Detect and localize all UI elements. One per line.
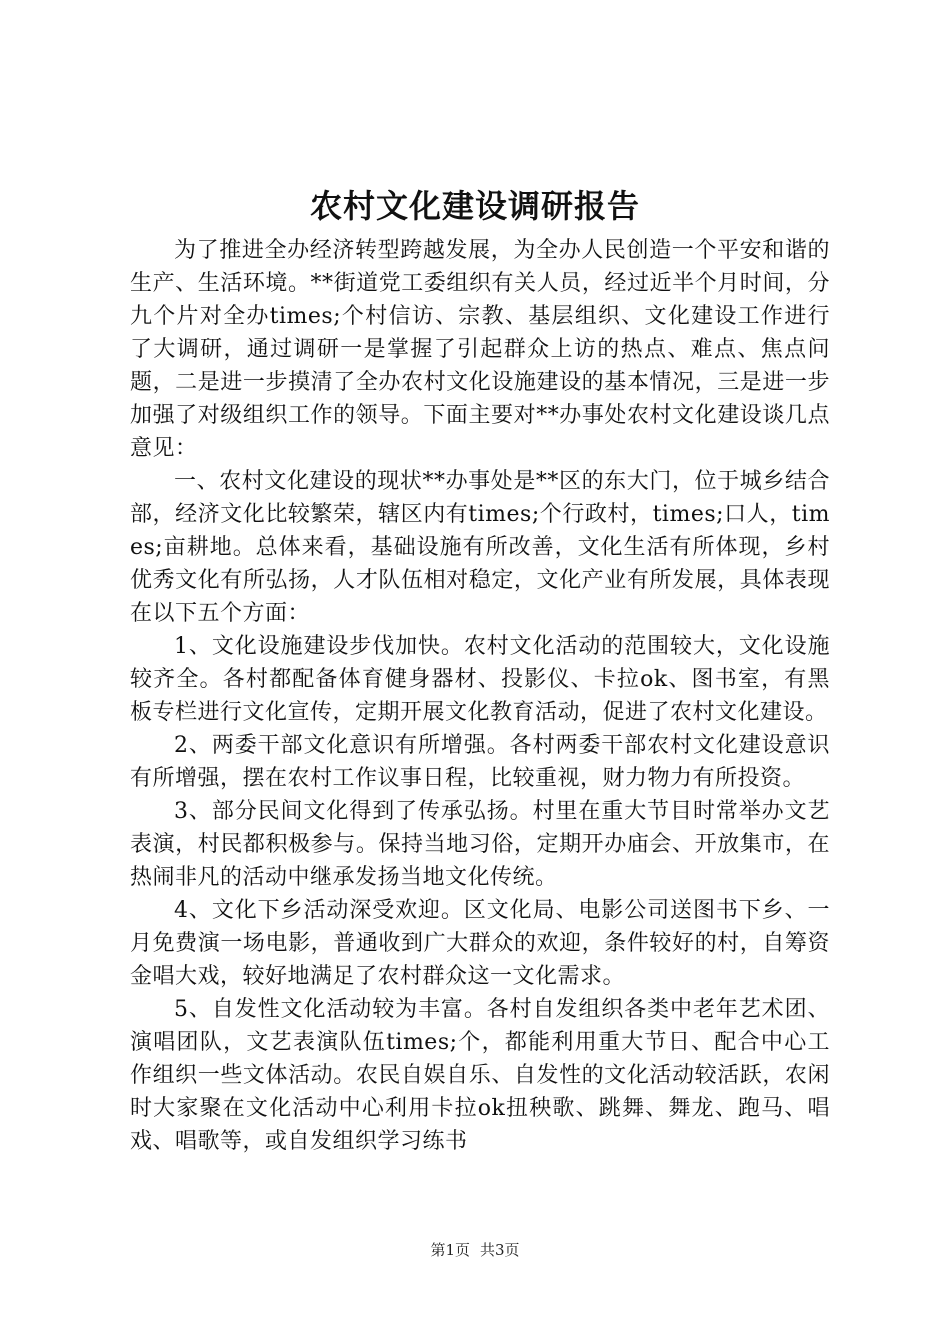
item-4-paragraph: 4、文化下乡活动深受欢迎。区文化局、电影公司送图书下乡、一月免费演一场电影，普通收到广大群众的欢迎，条件较好的村，自筹资金唱大戏，较好地满足了农村群众这一文化需求。 [130, 898, 830, 989]
page-number: 第1页 [430, 1241, 470, 1259]
document-body [130, 234, 830, 1158]
page-total: 共3页 [480, 1241, 520, 1259]
page-footer [0, 1240, 950, 1260]
item-3-paragraph: 3、部分民间文化得到了传承弘扬。村里在重大节目时常举办文艺表演，村民都积极参与。保持当地习俗，定期开办庙会、开放集市，在热闹非凡的活动中继承发扬当地文化传统。 [130, 799, 830, 890]
intro-paragraph: 为了推进全办经济转型跨越发展，为全办人民创造一个平安和谐的生产、生活环境。**街道党工委组织有关人员，经过近半个月时间，分九个片对全办times;个村信访、宗教、基层组织、文化建设工作进行了大调研，通过调研一是掌握了引起群众上访的热点、难点、焦点问题，二是进一步摸清了全办农村文化设施建设的基本情况，三是进一步加强了对级组织工作的领导。下面主要对**办事处农村文化建设谈几点意见： [130, 238, 830, 461]
item-5-paragraph: 5、自发性文化活动较为丰富。各村自发组织各类中老年艺术团、演唱团队，文艺表演队伍times;个，都能利用重大节日、配合中心工作组织一些文体活动。农民自娱自乐、自发性的文化活动较活跃，农闲时大家聚在文化活动中心利用卡拉ok扭秧歌、跳舞、舞龙、跑马、唱戏、唱歌等，或自发组织学习练书 [130, 997, 830, 1154]
item-1-paragraph: 1、文化设施建设步伐加快。农村文化活动的范围较大，文化设施较齐全。各村都配备体育健身器材、投影仪、卡拉ok、图书室，有黑板专栏进行文化宣传，定期开展文化教育活动，促进了农村文化建设。 [130, 634, 830, 725]
section-1-paragraph: 一、农村文化建设的现状**办事处是**区的东大门，位于城乡结合部，经济文化比较繁荣，辖区内有times;个行政村，times;口人，times;亩耕地。总体来看，基础设施有所改善，文化生活有所体现，乡村优秀文化有所弘扬，人才队伍相对稳定，文化产业有所发展，具体表现在以下五个方面： [130, 469, 830, 626]
document-title: 农村文化建设调研报告 [309, 187, 640, 225]
item-2-paragraph: 2、两委干部文化意识有所增强。各村两委干部农村文化建设意识有所增强，摆在农村工作议事日程，比较重视，财力物力有所投资。 [130, 733, 830, 791]
